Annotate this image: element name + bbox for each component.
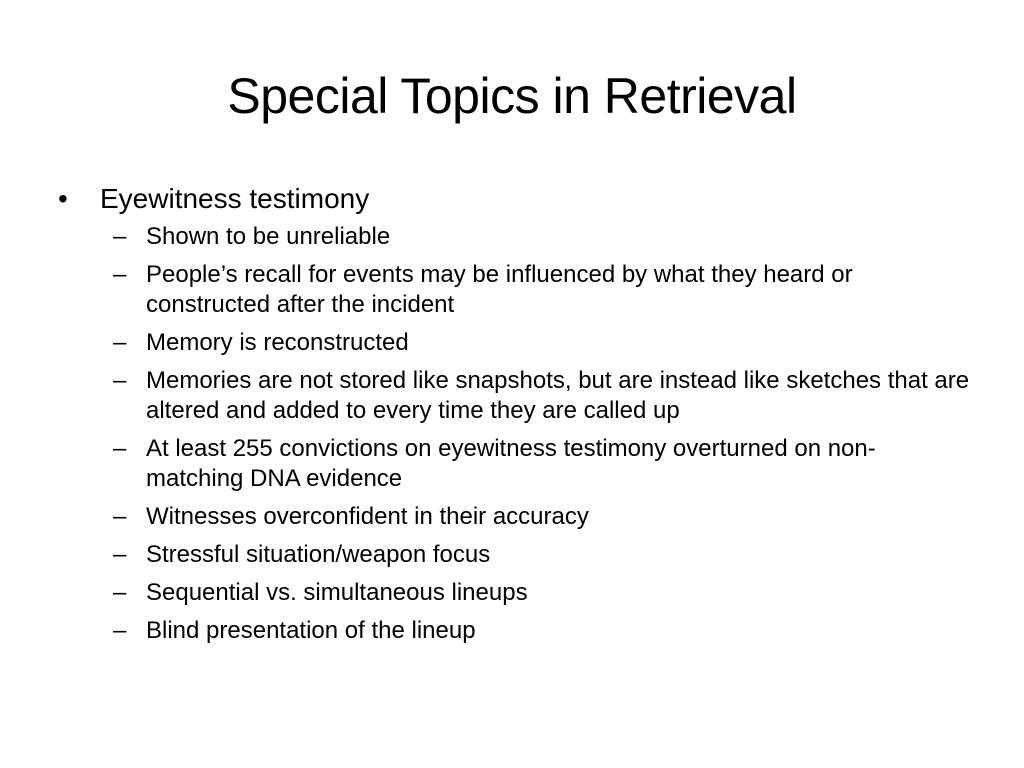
slide-title: Special Topics in Retrieval bbox=[227, 68, 797, 124]
sub-bullet-item bbox=[58, 616, 973, 646]
sub-bullet-text: Blind presentation of the lineup bbox=[146, 617, 476, 644]
dash-icon: – bbox=[113, 367, 127, 394]
dash-icon: – bbox=[113, 541, 127, 568]
bullet-icon: • bbox=[58, 183, 68, 214]
sub-bullet-item bbox=[58, 260, 973, 320]
dash-icon: – bbox=[113, 435, 127, 462]
sub-bullet-text: At least 255 convictions on eyewitness testimony overturned on non-matching DNA evidence bbox=[146, 435, 876, 492]
dash-icon: – bbox=[113, 579, 127, 606]
dash-icon: – bbox=[113, 503, 127, 530]
slide-content bbox=[58, 180, 973, 654]
dash-icon: – bbox=[113, 223, 127, 250]
sub-bullet-text: Memory is reconstructed bbox=[146, 329, 409, 356]
sub-bullet-text: Sequential vs. simultaneous lineups bbox=[146, 579, 528, 606]
sub-bullet-item bbox=[58, 540, 973, 570]
sub-bullet-item bbox=[58, 434, 973, 494]
sub-bullet-list bbox=[58, 222, 973, 646]
bullet-text: Eyewitness testimony bbox=[100, 183, 370, 214]
sub-bullet-item bbox=[58, 366, 973, 426]
sub-bullet-item bbox=[58, 578, 973, 608]
sub-bullet-item bbox=[58, 328, 973, 358]
sub-bullet-item bbox=[58, 222, 973, 252]
dash-icon: – bbox=[113, 329, 127, 356]
sub-bullet-text: Memories are not stored like snapshots, but are instead like sketches that are altered and added to every time they are called up bbox=[146, 367, 970, 424]
dash-icon: – bbox=[113, 261, 127, 288]
sub-bullet-text: People’s recall for events may be influenced by what they heard or constructed after the incident bbox=[146, 261, 853, 318]
sub-bullet-text: Shown to be unreliable bbox=[146, 223, 391, 250]
sub-bullet-text: Stressful situation/weapon focus bbox=[146, 541, 491, 568]
sub-bullet-text: Witnesses overconfident in their accuracy bbox=[146, 503, 589, 530]
dash-icon: – bbox=[113, 617, 127, 644]
sub-bullet-item bbox=[58, 502, 973, 532]
bullet-item bbox=[58, 180, 973, 218]
